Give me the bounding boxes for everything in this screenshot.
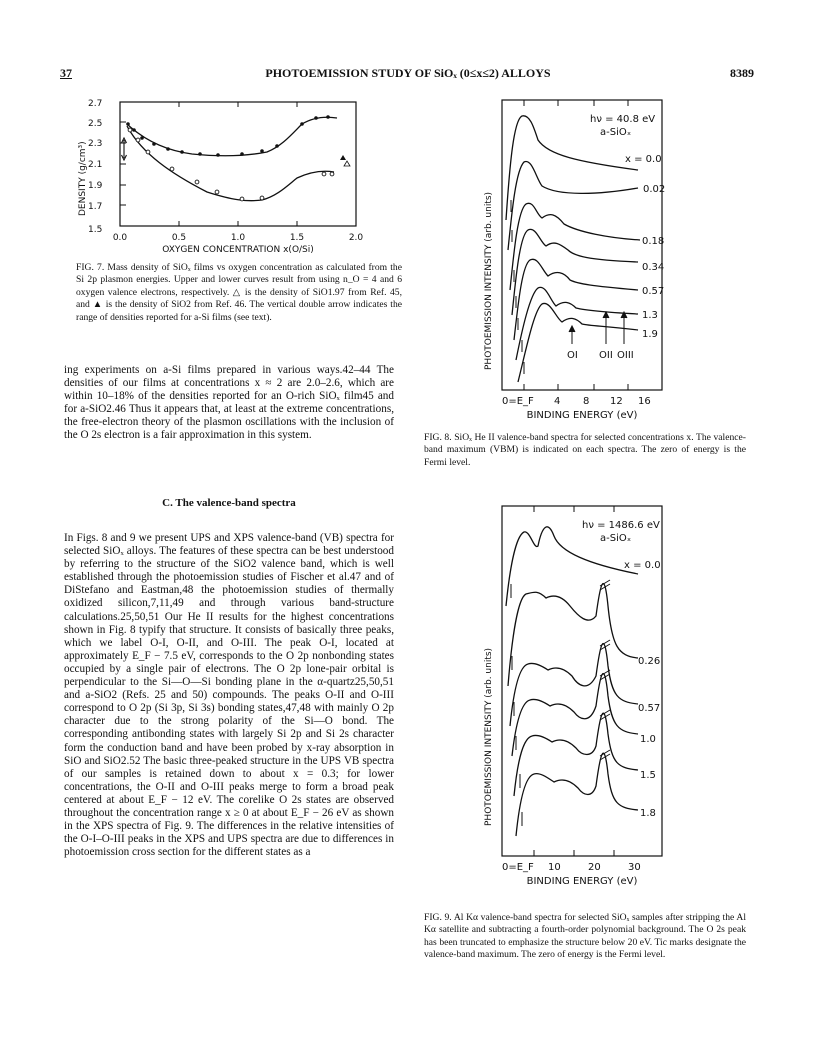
fig7-xlabel: OXYGEN CONCENTRATION x(O/Si) [162, 245, 314, 255]
fig8-curve-label: 1.3 [642, 310, 658, 321]
fig9-curve-label: 1.0 [640, 734, 656, 745]
fig9-xtick: 10 [548, 862, 561, 873]
fig9-curve-label: 0.57 [638, 703, 661, 714]
fig9-xtick: 30 [628, 862, 641, 873]
fig9-xtick: 0=E_F [502, 862, 534, 873]
fig9-curve-labels [624, 560, 661, 819]
fig7-xtick: 1.5 [289, 233, 305, 243]
running-title: PHOTOEMISSION STUDY OF SiOₓ (0≤x≤2) ALLOYS [265, 66, 551, 80]
fig7-xtick: 0.5 [171, 233, 187, 243]
fig8-curve-label: x = 0.0 [625, 154, 662, 165]
fig8-energy: hν = 40.8 eV [590, 114, 656, 125]
fig7-ytick: 1.5 [88, 225, 103, 235]
fig7-ytick: 2.7 [88, 99, 103, 109]
fig9-curve-label: x = 0.0 [624, 560, 661, 571]
fig9-material: a-SiOₓ [600, 533, 632, 544]
section-heading: C. The valence-band spectra [162, 497, 296, 509]
fig8-ylabel: PHOTOEMISSION INTENSITY (arb. units) [484, 191, 494, 370]
fig8-plot [478, 100, 678, 430]
fig9-caption: FIG. 9. Al Kα valence-band spectra for selected SiOₓ samples after stripping the Al Kα satellite and subtracting a fourth-order polynomial background. The O 2s peak has been truncated to emphasize the structure below 20 eV. Tic marks designate the valence-band maximum. The zero of energy is the Fermi level. [424, 912, 746, 961]
paragraph-valence-band: In Figs. 8 and 9 we present UPS and XPS valence-band (VB) spectra for selected SiOₓ alloys. The features of these spectra can be best understood by referring to the structure of the SiO2 valence band, which is well established through the photoemission studies of Fischer et al.47 and of DiStefano and Eastman,48 the photoemission studies of thermally oxidized silicon,7,11,49 and through various band-structure calculations.25,50,51 Our He II results for the highest concentrations shown in Fig. 8 typify that structure. It consists of basically three peaks, which we label O-I, O-II, and O-III. The peak O-I, located at approximately E_F − 7.5 eV, corresponds to the O 2p nonbonding states occupied by a single pair of electrons. The O 2p lone-pair orbital is perpendicular to the Si—O—Si bonding plane in the α-quartz25,50,51 and a-SiO2 (Refs. 25 and 50) compounds. The peaks O-II and O-III correspond to O 2p (Si 3p, Si 3s) bonding states,47,48 with mainly O 2p character due to the strong polarity of the Si—O bond. The corresponding antibonding states with largely Si 2p and Si 2s character form the conduction band and have been probed by x-ray absorption in SiO and SiO2.52 The basic three-peaked structure in the UPS VB spectra of our samples is retained down to about x = 0.3; for lower concentrations, the O-II and O-III peaks merge to form a broad peak centered at about E_F − 12 eV. The corelike O 2s states are observed throughout the concentration range x ≥ 0 at about E_F − 26 eV as shown in the XPS spectra of Fig. 9. The differences in the relative intensities of the O-I–O-III peaks in the XPS and UPS spectra are due to differences in photoemission cross section for the different states as a [64, 532, 394, 859]
fig7-xtick: 0.0 [112, 233, 128, 243]
fig7-xticks [113, 233, 364, 243]
fig9-curve-1.0 [512, 674, 638, 756]
fig9-curve-label: 1.5 [640, 770, 656, 781]
fig7-frame [120, 102, 356, 226]
fig7-ytick: 2.3 [88, 139, 103, 149]
paragraph-densities: ing experiments on a-Si films prepared in various ways.42–44 The densities of our films at concentrations x ≈ 2 are 2.0–2.6, which are within 10–18% of the densities reported for an O-rich SiOₓ film45 and for a-SiO2.46 Thus it appears that, at least at the extreme concentrations, the free-electron theory of the plasmon oscillations with the inclusion of the O 2s electron is a fair approximation in this system. [64, 364, 394, 442]
fig9-curve-1.5 [514, 713, 638, 796]
fig7-yticks [88, 99, 103, 235]
fig8-curve-label: 1.9 [642, 329, 658, 340]
fig8-curve-label: 0.34 [642, 262, 665, 273]
fig9-ylabel: PHOTOEMISSION INTENSITY (arb. units) [484, 647, 494, 826]
fig7-caption: FIG. 7. Mass density of SiOₓ films vs oxygen concentration as calculated from the Si 2p plasmon energies. Upper and lower curves result from using n_O = 4 and 6 oxygen valence electrons, respectively. △ is the density of SiO1.97 from Ref. 45, and ▲ is the density of SiO2 from Ref. 46. The vertical double arrow indicates the range of densities reported for a-Si films (see text). [76, 262, 402, 323]
fig8-peak-label: OI [567, 350, 578, 361]
fig7-lower-curve [127, 126, 334, 201]
fig8-curve-labels [625, 154, 665, 340]
fig7-double-arrow [122, 138, 127, 160]
page-number: 8389 [730, 66, 754, 80]
fig9-energy: hν = 1486.6 eV [582, 520, 660, 531]
fig7-plot [72, 94, 372, 259]
fig8-curve-0.02 [508, 161, 638, 250]
fig8-xtick: 4 [554, 396, 561, 407]
volume-number: 37 [60, 66, 72, 80]
fig8-xtick: 0=E_F [502, 396, 534, 407]
fig8-xtick: 16 [638, 396, 651, 407]
fig7-lower-points [128, 128, 334, 201]
fig8-xtick: 8 [583, 396, 590, 407]
fig9-curve-0.57 [510, 644, 638, 726]
fig7-xtick: 2.0 [348, 233, 364, 243]
fig7-xtick: 1.0 [230, 233, 246, 243]
fig7-ytick: 1.7 [88, 202, 103, 212]
fig9-xlabel: BINDING ENERGY (eV) [526, 876, 638, 887]
fig8-caption: FIG. 8. SiOₓ He II valence-band spectra for selected concentrations x. The valence-band maximum (VBM) is indicated on each spectra. The zero of energy is the Fermi level. [424, 432, 746, 468]
fig9-curve-1.8 [516, 753, 638, 836]
fig9-xtick: 20 [588, 862, 601, 873]
fig8-curve-1.9 [518, 303, 638, 382]
fig8-curve-0.18 [510, 203, 640, 290]
fig8-peak-label: OII [599, 350, 613, 361]
fig8-curve-label: 0.57 [642, 286, 665, 297]
fig8-curve-label: 0.02 [643, 184, 666, 195]
fig7-upper-curve [127, 117, 337, 155]
fig8-curve-label: 0.18 [642, 236, 665, 247]
fig8-xtick: 12 [610, 396, 623, 407]
fig8-xlabel: BINDING ENERGY (eV) [526, 410, 638, 421]
fig9-curve-label: 1.8 [640, 808, 656, 819]
fig7-upper-points [126, 115, 330, 157]
fig7-ytick: 2.5 [88, 119, 103, 129]
fig7-ytick: 1.9 [88, 181, 103, 191]
fig8-xticks [502, 396, 651, 407]
fig7-ylabel: DENSITY (g/cm³) [78, 141, 88, 216]
fig9-curve-label: 0.26 [638, 656, 661, 667]
fig7-ytick: 2.1 [88, 160, 103, 170]
fig9-xticks [502, 862, 641, 873]
fig9-plot [478, 506, 678, 887]
fig7-open-triangle-marker [344, 161, 350, 166]
fig7-filled-triangle-marker [340, 155, 346, 160]
fig9-curve-0.26 [508, 584, 638, 686]
fig8-peak-label: OIII [617, 350, 634, 361]
fig8-material: a-SiOₓ [600, 127, 632, 138]
